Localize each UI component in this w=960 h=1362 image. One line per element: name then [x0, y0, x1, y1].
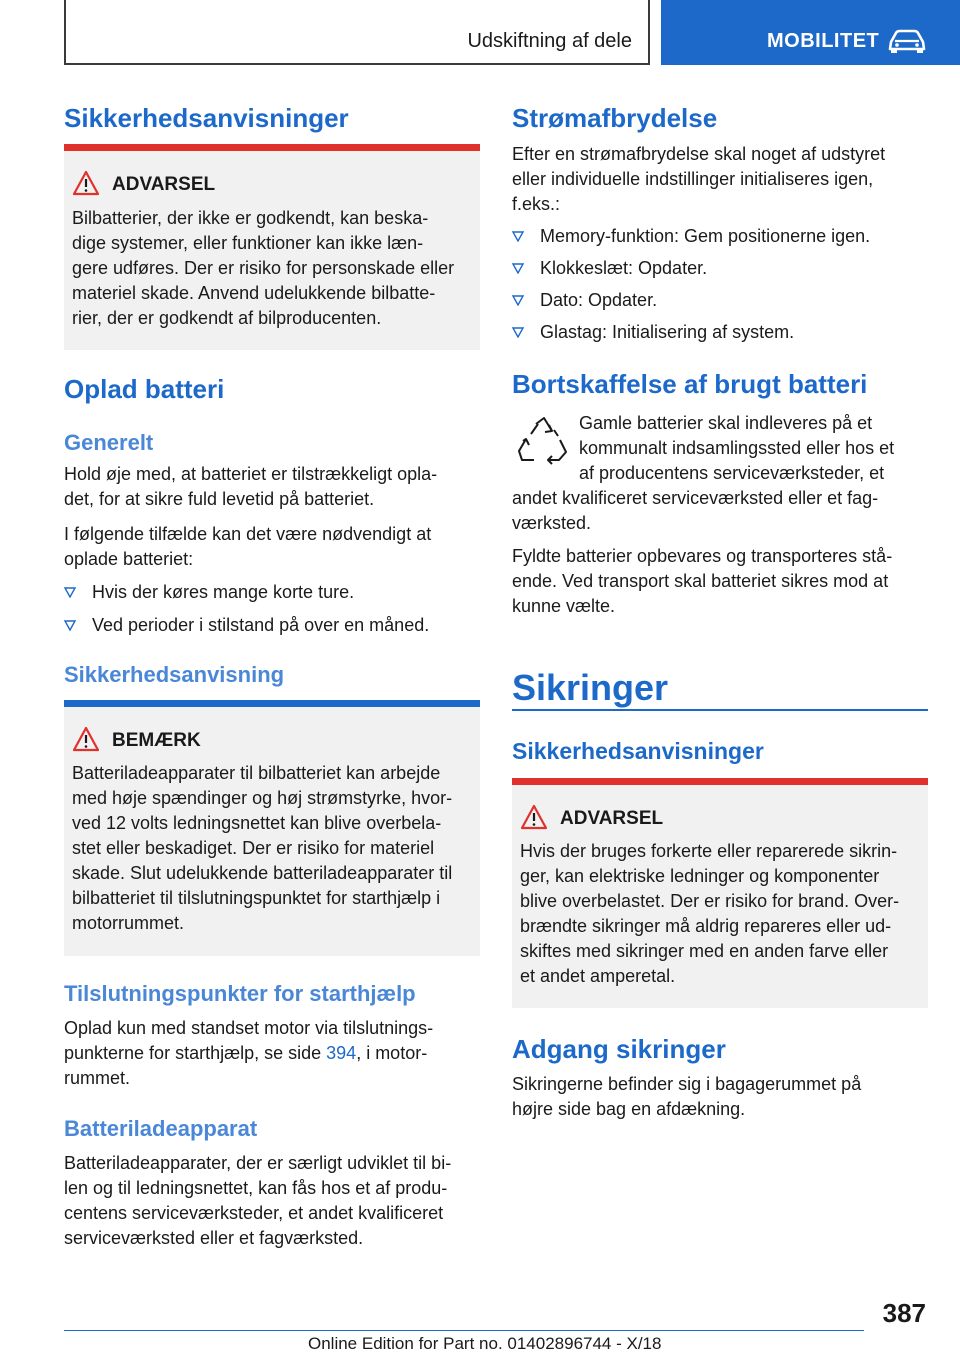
warning-bar [64, 144, 480, 151]
note-bar [64, 700, 480, 707]
bullet-triangle-icon [64, 619, 76, 631]
heading-power-failure: Strømafbrydelse [512, 103, 718, 133]
warning-text: Bilbatterier, der ikke er godkendt, kan beska- dige systemer, eller funktioner kan ikke læn- gere udføres. Der er risiko for personskade eller materiel skade. Anvend udelukkende bilbatte- rier, der er godkendt af bilproducenten. [72, 208, 455, 328]
access-paragraph: Sikringerne befinder sig i bagagerummet på højre side bag en afdækning. [512, 1074, 862, 1119]
footer-edition: Online Edition for Part no. 01402896744 - X/18 [308, 1334, 662, 1353]
chapter-tab-label: MOBILITET [767, 30, 880, 52]
disposal-indented-text: Gamle batterier skal indleveres på et kommunalt indsamlingssted eller hos et af producentens serviceværksteder, et [579, 413, 895, 483]
note-text: Batteriladeapparater til bilbatteriet kan arbejde med høje spændinger og høj strømstyrke, hvor- ved 12 volts ledningsnettet kan blive overbela- stet eller beskadiget. Der er risiko for materiel skade. Slut udelukkende batteriladeapparater til bilbatteriet til tilslutningspunktet for starthjælp i motorrummet. [72, 763, 453, 933]
list-item-text: Ved perioder i stilstand på over en måned. [92, 615, 430, 635]
list-item-text: Memory-funktion: Gem positionerne igen. [540, 226, 871, 246]
list-item-text: Hvis der køres mange korte ture. [92, 582, 355, 602]
header-section-box [64, 0, 650, 65]
charger-paragraph: Batteriladeapparater, der er særligt udviklet til bi- len og til ledningsnettet, kan fås hos et af produ- centens serviceværksteder, et andet kvalificeret serviceværksted eller et fagværksted. [64, 1153, 452, 1248]
heading-charger: Batteriladeapparat [64, 1116, 258, 1141]
warning-text: Hvis der bruges forkerte eller reparerede sikrin- ger, kan elektriske ledninger og komponenter blive overbelastet. Der er risiko for brand. Over- brændte sikringer må aldrig repareres eller ud- skiftes med sikringer med en anden farve eller et andet amperetal. [520, 841, 900, 986]
warning-triangle-icon [520, 804, 548, 830]
note-box [64, 700, 480, 956]
list-item-text: Glastag: Initialisering af system. [540, 322, 795, 342]
bullet-triangle-icon [512, 294, 524, 306]
warning-box [512, 778, 928, 1008]
disposal-paragraph-2: Fyldte batterier opbevares og transporteres stå- ende. Ved transport skal batteriet sikres mod at kunne vælte. [512, 546, 893, 616]
heading-fuse-safety: Sikkerhedsanvisninger [512, 738, 764, 764]
heading-charge-battery: Oplad batteri [64, 374, 225, 404]
footer-rule [64, 1330, 864, 1331]
disposal-continued-text: andet kvalificeret serviceværksted eller et fag- værksted. [512, 488, 879, 533]
jump-text-a: Oplad kun med standset motor via tilslutnings- punkterne for starthjælp, se side [64, 1018, 434, 1063]
page-link[interactable]: 394 [326, 1043, 357, 1063]
bullet-triangle-icon [512, 262, 524, 274]
bullet-triangle-icon [512, 230, 524, 242]
warning-bar [512, 778, 928, 785]
power-paragraph: Efter en strømafbrydelse skal noget af udstyret eller individuelle indstillinger initialiseres igen, f.eks.: [512, 144, 886, 214]
note-label: BEMÆRK [112, 730, 201, 751]
list-item-text: Klokkeslæt: Opdater. [540, 258, 708, 278]
warning-label: ADVARSEL [112, 174, 216, 195]
jump-paragraph [64, 1016, 433, 1091]
page-number: 387 [882, 1298, 926, 1328]
list-item-text: Dato: Opdater. [540, 290, 658, 310]
general-paragraph-2: I følgende tilfælde kan det være nødvendigt at oplade batteriet: [64, 524, 432, 569]
bullet-triangle-icon [64, 586, 76, 598]
heading-rule [512, 709, 928, 711]
jump-text-b: , i motor- rummet. [64, 1043, 428, 1088]
heading-disposal: Bortskaffelse af brugt batteri [512, 369, 868, 399]
heading-safety: Sikkerhedsanvisninger [64, 103, 349, 133]
heading-safety-note: Sikkerhedsanvisning [64, 662, 285, 687]
section-title: Udskiftning af dele [467, 30, 632, 52]
heading-general: Generelt [64, 430, 154, 455]
car-icon [887, 28, 927, 54]
bullet-triangle-icon [512, 326, 524, 338]
warning-box [64, 144, 480, 350]
chapter-tab[interactable] [661, 0, 960, 65]
heading-fuse-access: Adgang sikringer [512, 1034, 726, 1064]
heading-jump-points: Tilslutningspunkter for starthjælp [64, 981, 416, 1006]
general-paragraph-1: Hold øje med, at batteriet er tilstrækkeligt opla- det, for at sikre fuld levetid på batteriet. [64, 464, 438, 509]
recycle-icon [514, 414, 572, 472]
warning-triangle-icon [72, 170, 100, 196]
warning-triangle-icon [72, 726, 100, 752]
heading-fuses: Sikringer [512, 667, 669, 708]
warning-label: ADVARSEL [560, 808, 664, 829]
